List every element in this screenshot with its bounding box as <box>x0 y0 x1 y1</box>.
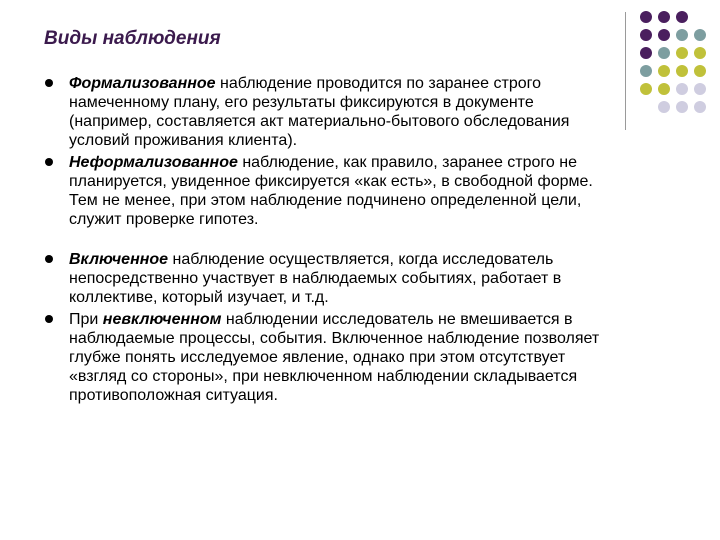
decorative-dot <box>694 101 706 113</box>
bullet-item-participant <box>44 250 612 307</box>
bullet-prefix: При <box>69 311 103 328</box>
bullet-term: Формализованное <box>69 75 216 92</box>
bullet-marker <box>45 315 53 323</box>
decorative-dot <box>658 11 670 23</box>
decorative-dot <box>640 47 652 59</box>
bullet-item-unformalized <box>44 153 612 229</box>
bullet-term: Включенное <box>69 251 169 268</box>
bullet-item-nonparticipant <box>44 310 612 405</box>
decorative-dot <box>658 29 670 41</box>
decorative-dot <box>640 29 652 41</box>
decorative-dot <box>640 83 652 95</box>
bullet-text: наблюдение осуществляется, когда исследователь непосредственно участвует в наблюдаемых событиях, работает в коллективе, который изучает, и т.д. <box>69 251 562 306</box>
decorative-dot <box>658 83 670 95</box>
decorative-dot <box>676 11 688 23</box>
decorative-dot <box>694 83 706 95</box>
decorative-dot <box>658 101 670 113</box>
decorative-dot <box>676 29 688 41</box>
decorative-dot <box>658 65 670 77</box>
decorative-dot-grid <box>640 11 720 121</box>
decorative-divider <box>625 12 626 130</box>
decorative-dot <box>694 29 706 41</box>
bullet-text: наблюдение, как правило, заранее строго не планируется, увиденное фиксируется «как есть», в свободной форме. Тем не менее, при этом наблюдение подчинено определенной цели, служит проверке гипотез. <box>69 154 593 228</box>
decorative-dot <box>694 47 706 59</box>
decorative-dot <box>676 83 688 95</box>
decorative-dot <box>640 11 652 23</box>
bullet-marker <box>45 255 53 263</box>
bullet-term: невключенном <box>102 311 222 328</box>
bullet-marker <box>45 158 53 166</box>
bullet-list <box>44 74 612 408</box>
bullet-marker <box>45 79 53 87</box>
bullet-text: наблюдение проводится по заранее строго намеченному плану, его результаты фиксируются в документе (например, составляется акт материально-бытового обследования условий проживания клиента). <box>69 75 570 149</box>
decorative-dot <box>676 47 688 59</box>
decorative-dot <box>694 65 706 77</box>
bullet-term: Неформализованное <box>69 154 238 171</box>
slide-title: Виды наблюдения <box>44 28 221 49</box>
decorative-dot <box>676 101 688 113</box>
decorative-dot <box>658 47 670 59</box>
bullet-item-formalized <box>44 74 612 150</box>
decorative-dot <box>640 65 652 77</box>
bullet-text: наблюдении исследователь не вмешивается в наблюдаемые процессы, события. Включенное наблюдение позволяет глубже понять исследуемое явление, однако при этом отсутствует «взгляд со стороны», при невключенном наблюдении складывается противоположная ситуация. <box>69 311 600 404</box>
decorative-dot <box>676 65 688 77</box>
